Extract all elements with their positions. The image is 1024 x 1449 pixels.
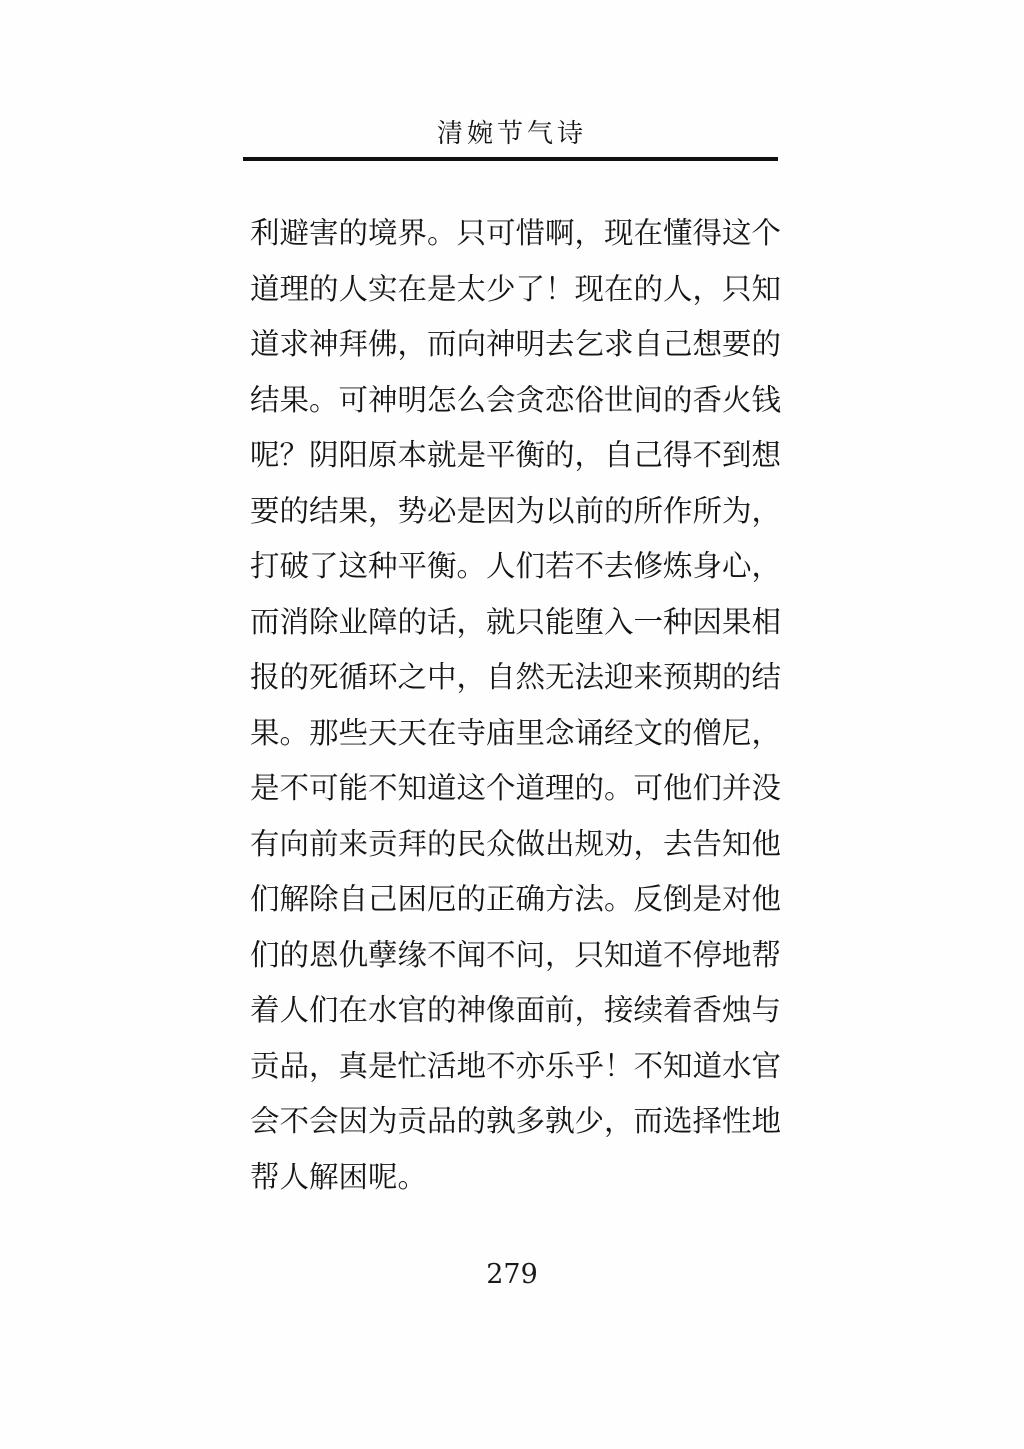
body-line: 们解除自己困厄的正确方法。反倒是对他 <box>250 882 782 916</box>
body-line: 打破了这种平衡。人们若不去修炼身心， <box>250 549 782 583</box>
body-line: 道求神拜佛，而向神明去乞求自己想要的 <box>250 327 782 361</box>
body-line: 果。那些天天在寺庙里念诵经文的僧尼， <box>250 715 782 750</box>
running-head-title: 清婉节气诗 <box>436 119 587 149</box>
page-number: 279 <box>486 1259 538 1290</box>
body-line: 呢？阴阳原本就是平衡的，自己得不到想 <box>250 438 782 472</box>
body-line: 道理的人实在是太少了！现在的人，只知 <box>250 271 782 306</box>
body-line: 着人们在水官的神像面前，接续着香烛与 <box>250 993 782 1027</box>
body-line: 贡品，真是忙活地不亦乐乎！不知道水官 <box>250 1048 782 1083</box>
body-line: 报的死循环之中，自然无法迎来预期的结 <box>250 660 782 694</box>
body-text <box>250 206 782 1205</box>
body-line: 要的结果，势必是因为以前的所作所为， <box>250 493 782 528</box>
body-line: 结果。可神明怎么会贪恋俗世间的香火钱 <box>250 382 782 417</box>
header-rule <box>243 157 778 161</box>
body-line: 们的恩仇孽缘不闻不问，只知道不停地帮 <box>250 937 782 972</box>
body-line: 有向前来贡拜的民众做出规劝，去告知他 <box>250 826 782 861</box>
body-line: 而消除业障的话，就只能堕入一种因果相 <box>250 604 782 639</box>
body-line: 会不会因为贡品的孰多孰少，而选择性地 <box>250 1104 782 1138</box>
body-line: 帮人解困呢。 <box>250 1159 428 1194</box>
body-line: 利避害的境界。只可惜啊，现在懂得这个 <box>250 216 782 250</box>
body-line: 是不可能不知道这个道理的。可他们并没 <box>250 771 782 805</box>
